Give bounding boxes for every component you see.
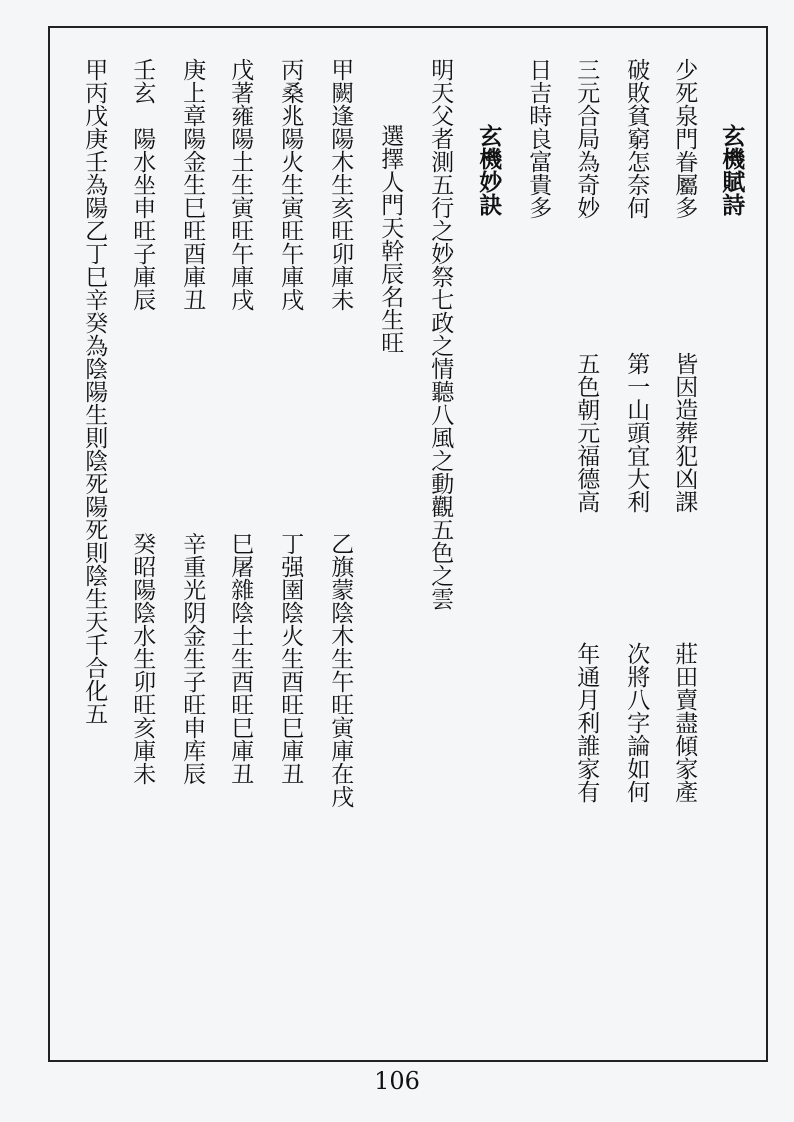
stem-line: 甲闕逢陽木生亥旺卯庫未 xyxy=(327,58,354,311)
poem-line: 皆因造葬犯凶課 xyxy=(671,352,698,513)
stem-line: 癸昭陽陰水生卯旺亥庫未 xyxy=(129,532,156,785)
poem-line: 莊田賣盡傾家產 xyxy=(671,642,698,803)
poem-line: 年通月利誰家有 xyxy=(573,642,600,803)
section-title-xuanji-fu: 玄機賦詩 xyxy=(718,124,746,216)
stem-line: 庚上章陽金生巳旺酉庫丑 xyxy=(179,58,206,311)
stem-line: 丙桑兆陽火生寅旺午庫戌 xyxy=(277,58,304,311)
intro-line: 明天父者測五行之妙祭七政之情聽八風之動觀五色之雲 xyxy=(427,58,454,610)
poem-line: 第一山頭宜大利 xyxy=(623,352,650,513)
poem-line: 五色朝元福德高 xyxy=(573,352,600,513)
stem-line: 戊著雍陽土生寅旺午庫戌 xyxy=(227,58,254,311)
poem-line: 三元合局為奇妙 xyxy=(573,58,600,219)
page-number: 106 xyxy=(374,1067,420,1095)
stem-line: 丁强圉陰火生酉旺巳庫丑 xyxy=(277,532,304,785)
stem-line: 壬玄 陽水坐申旺子庫辰 xyxy=(129,58,156,311)
subsection-title: 選擇人門天幹辰名生旺 xyxy=(377,124,404,354)
poem-line: 破敗貧窮怎奈何 xyxy=(623,58,650,219)
stem-line: 乙旗蒙陰木生午旺寅庫在戌 xyxy=(327,532,354,808)
last-line: 甲丙戊庚壬為陽乙丁巳辛癸為陰陽生則陰死陽死則陰生天千合化五 xyxy=(81,58,108,725)
poem-line: 少死泉門眷屬多 xyxy=(671,58,698,219)
poem-line: 日吉時良富貴多 xyxy=(525,58,552,219)
stem-line: 巳屠雜陰土生酉旺巳庫丑 xyxy=(227,532,254,785)
section-title-xuanji-jue: 玄機妙訣 xyxy=(475,124,503,216)
poem-line: 次將八字論如何 xyxy=(623,642,650,803)
stem-line: 辛重光阴金生子旺申库辰 xyxy=(179,532,206,785)
